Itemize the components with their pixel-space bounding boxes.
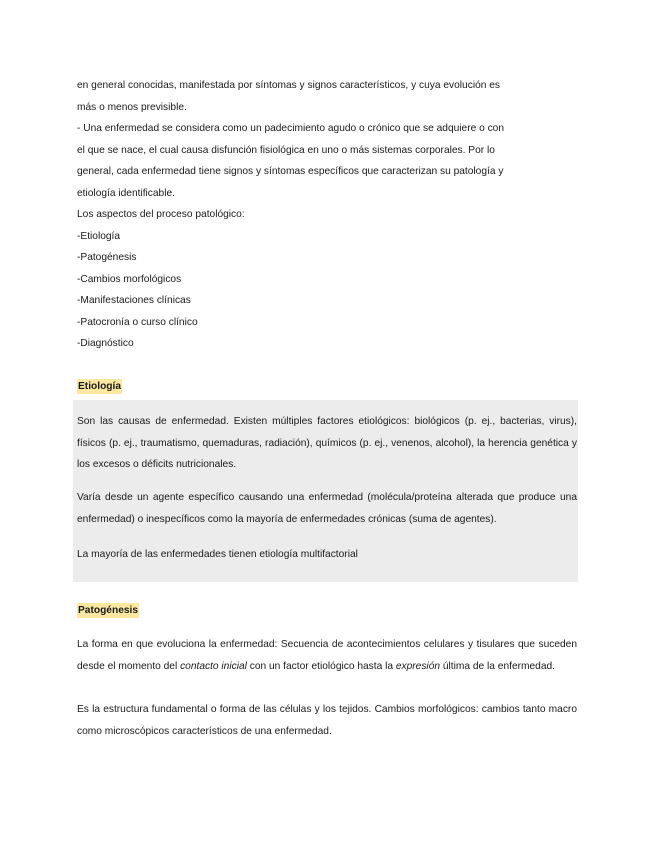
intro-line: Los aspectos del proceso patológico: <box>77 209 245 220</box>
intro-section <box>77 75 537 355</box>
patogenesis-text-b: con un factor etiológico hasta la <box>246 660 396 672</box>
etiologia-paragraph-2: Varía desde un agente específico causando una enfermedad (molécula/proteína alterada que produce una enfermedad) o inespecíficos como la mayoría de enfermedades crónicas (suma de agentes). <box>77 492 577 525</box>
intro-line: - Una enfermedad se considera como un padecimiento agudo o crónico que se adquiere o con <box>77 123 505 134</box>
expresion-text: expresión <box>395 660 441 672</box>
patogenesis-paragraph-2: Es la estructura fundamental o forma de las células y los tejidos. Cambios morfológicos: cambios tanto macro como microscópicos característicos de una enfermedad. <box>77 704 577 737</box>
intro-line: el que se nace, el cual causa disfunción fisiológica en uno o más sistemas corporales. Por lo <box>77 144 495 156</box>
intro-line: en general conocidas, manifestada por síntomas y signos característicos, y cuya evolución es <box>77 80 501 91</box>
intro-line: más o menos previsible. <box>77 101 187 113</box>
etiologia-paragraph-3: La mayoría de las enfermedades tienen etiología multifactorial <box>77 549 358 560</box>
intro-line: general, cada enfermedad tiene signos y síntomas específicos que caracterizan su patología y <box>77 166 504 177</box>
list-item-cambios: -Cambios morfológicos <box>77 273 182 285</box>
list-item-diagnostico: -Diagnóstico <box>77 338 134 349</box>
patogenesis-heading: Patogénesis <box>78 605 139 616</box>
contacto-inicial-text: contacto inicial <box>180 660 247 672</box>
patogenesis-text-c: última de la enfermedad. <box>440 660 556 672</box>
patogenesis-paragraph-1 <box>77 634 577 677</box>
list-item-patogenesis: -Patogénesis <box>77 252 137 263</box>
list-item-manifestaciones: -Manifestaciones clínicas <box>77 295 191 306</box>
etiologia-paragraph-1: Son las causas de enfermedad. Existen múltiples factores etiológicos: biológicos (p. ej., bacterias, virus), físicos (p. ej., traumatismo, quemaduras, radiación), químicos (p. ej., venenos, alcohol), la herencia genética y los excesos o déficits nutricionales. <box>77 416 577 470</box>
list-item-patocronia: -Patocronía o curso clínico <box>77 316 198 328</box>
intro-line: etiología identificable. <box>77 187 175 199</box>
patogenesis-text-a: La forma en que evoluciona la enfermedad: Secuencia de acontecimientos celulares y tisulares que suceden desde el momento del <box>77 639 577 672</box>
etiologia-heading: Etiología <box>78 381 122 392</box>
list-item-etiologia: -Etiología <box>77 230 121 242</box>
